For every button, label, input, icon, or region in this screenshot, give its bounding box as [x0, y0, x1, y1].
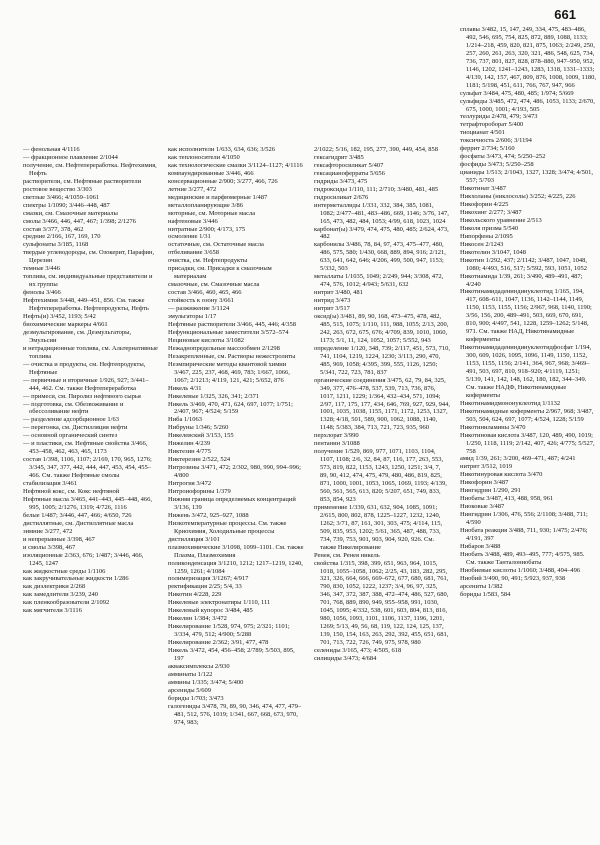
- index-entry: как технологические смазки 3/1124–1127; 4/1116: [168, 161, 303, 169]
- index-entry: — основной органический синтез: [23, 432, 118, 440]
- index-entry: фенолы 3/466: [23, 289, 61, 297]
- index-entry: — примеси, см. Пиролиз нефтяного сырья: [23, 392, 141, 400]
- index-entry: бориды 1/583, 584: [460, 590, 511, 598]
- index-entry: Никтезин 4/775: [168, 448, 212, 456]
- index-entry: очистка, см. Нефтепродукты: [168, 257, 248, 265]
- index-entry: Никотинамидмононуклеотид 1/1132: [460, 399, 561, 407]
- index-entry: селениды 3/165, 473; 4/505, 618: [314, 647, 402, 655]
- index-entry: Нефть(и) 3/452, 1193; 5/42: [23, 313, 96, 321]
- index-entry: карбонилы 3/486, 78, 84, 97, 473, 475–477, 480, 486, 575, 580; 1/430, 668, 889, 894, 916; 2/121, 633, 641, 642, 646; 4/206, 499, 500, 947, 1153; 5/332, 503: [314, 241, 446, 273]
- index-column-2: [168, 26, 304, 727]
- index-entry: цианиды 1/513; 2/1043, 1327, 1328; 3/474; 4/501, 557; 5/703: [460, 169, 593, 185]
- index-entry: аммины 1/335; 3/474; 5/400: [168, 678, 244, 686]
- index-entry: Ниобата реакция 3/488, 711, 930; 1/475; 2/476; 4/191, 397: [460, 527, 588, 542]
- index-entry: Никелирование 2/362; 3/91, 477, 478: [168, 639, 269, 647]
- index-entry: Незакрепленные, см. Растворы нежестролиты: [168, 352, 296, 360]
- index-entry: Нижелин 4/239: [168, 440, 211, 448]
- index-entry: как пленкообразователи 2/1092: [23, 599, 110, 607]
- index-entry: Низкотемпературные процессы. См. также Криохимия, Холодильные процессы: [168, 519, 287, 535]
- index-entry: присадки, см. Присадки к смазочным материалам: [168, 265, 272, 281]
- index-entry: гидроксиды 1/110, 111; 2/710; 3/480, 481, 485: [314, 185, 439, 193]
- index-entry: Никотинамидадениндинуклеотид 1/165, 194, 417, 608–611, 1047, 1136, 1142–1144, 1149, 1150, 1153, 1155, 1156; 2/967, 968, 1140, 1190; 3/56, 156, 200, 489–491, 503, 669, 670, 691, 810, 900; 4/497, 541, 1228, 1259–1262; 5/148, 971. См. также НАД, Никотинамидные коферменты: [460, 288, 592, 344]
- index-entry: фосфаты 3/473, 474; 5/250–252: [460, 153, 546, 161]
- index-entry: амминаты 1/122: [168, 670, 213, 678]
- index-entry: как жидкостные среды 1/1106: [23, 567, 106, 575]
- index-entry: состав 1/398, 1106, 1107; 2/169, 170, 965, 1276; 3/345, 347, 377, 442, 444, 447, 453, 454, 455–466. См. также Нефтяные смолы: [23, 456, 152, 480]
- index-entry: арсениды 5/609: [168, 686, 212, 694]
- index-entry: Ниоковые 3/487: [460, 503, 505, 511]
- index-entry: нитрит 3/512, 1019: [460, 463, 513, 471]
- index-entry: Ниобиевые кислоты 1/1060; 3/488, 494–496: [460, 566, 581, 574]
- index-entry: отбеливание 3/658: [168, 249, 219, 257]
- index-entry: Ниобаты 3/487, 413, 488, 958, 961: [460, 495, 554, 503]
- index-entry: Нипорфены 2/1095: [460, 232, 513, 240]
- index-entry: гексафторосиликат 5/407: [314, 161, 384, 169]
- index-entry: применение 1/339, 631, 632, 904, 1085, 1091; 2/615, 800, 802, 878, 1225–1227, 1232, 1240, 1262; 3/71, 87, 161, 301, 303, 475; 4/114, 115, 509, 835, 953, 1202; 5/61, 365, 487, 488, 733, 734, 739, 753, 901, 903, 904, 920, 926. См. также Никелирование: [314, 503, 443, 551]
- column-top-gap: [23, 26, 159, 146]
- index-entry: Никелевский 3/153, 155: [168, 432, 234, 440]
- index-entry: моторные, см. Моторные масла: [168, 209, 256, 217]
- index-column-3: [314, 26, 450, 663]
- column-top-gap: [314, 26, 450, 146]
- index-entry: Никотинат 3/487: [460, 185, 506, 193]
- index-entry: Никелирование 1/528, 974, 975; 2/321; 1101; 3/334, 479, 512; 4/900; 5/288: [168, 623, 290, 639]
- index-entry: — фенольная 4/1116: [23, 146, 80, 153]
- index-entry: Никель 3/472, 454, 456–458; 2/789; 5/503, 895, 197: [168, 647, 295, 662]
- index-entry: спектры 1/1090; 3/446–448, 487: [23, 201, 110, 209]
- index-entry: состав 3/466, 460, 465, 466: [168, 289, 242, 297]
- index-entry: металлопланирующие 3/86: [168, 201, 243, 209]
- index-entry: зимние 3/277, 472: [23, 527, 73, 535]
- index-entry: Никель 3/469, 470, 471, 624, 697, 1077; 1/751; 2/407, 967; 4/524; 5/159: [168, 400, 293, 416]
- index-entry: Нециновые кислоты 3/1082: [168, 336, 245, 344]
- index-entry: Никосен 2/1243: [460, 240, 504, 248]
- index-entry: биохимические маркеры 4/661: [23, 320, 108, 328]
- index-entry: свойства 1/315, 398, 399, 651, 963, 964, 1015, 1018, 1055–1058, 1062; 2/25, 43, 183, 282, 295, 321, 326, 664, 666, 669–672, 677, 680, 681, 761, 790, 830, 1052, 1222, 1237; 3/4, 96, 97, 325, 346, 347, 372, 387, 388, 472–474, 486, 527, 680, 701, 768, 889, 890, 949, 955–958, 991, 1030, 1045, 1095; 4/332, 538, 601, 603, 804, 813, 816, 980, 1056, 1093, 1101, 1106, 1137, 1196, 1201, 1269; 5/13, 49, 56, 68, 119, 122, 124, 125, 137, 139, 150, 154, 163, 263, 292, 392, 455, 651, 681, 701, 713, 722, 726, 749, 975, 978, 980: [314, 559, 449, 647]
- index-entry: стойкость к озону 3/661: [168, 297, 234, 305]
- index-entry: металлаты 1/1035, 1049; 2/249, 944; 3/308, 472, 474, 576, 1012; 4/943; 5/631, 632: [314, 273, 444, 289]
- index-entry: Нефтяные растворители 3/466, 445, 446; 4/358: [168, 320, 296, 328]
- index-entry: ростовое вещество 3/303: [23, 185, 92, 193]
- index-entry: Нефтяной кокс, см. Кокс нефтяной: [23, 487, 120, 495]
- index-entry: растворители, см. Нефтяные растворители: [23, 177, 142, 185]
- index-entry: Нефункциональные заместители 3/572–574: [168, 328, 289, 336]
- index-entry: получение 1/529, 869, 977, 1071, 1103, 1104, 1107, 1108; 2/6, 32, 84, 87, 116, 177, 263, 553, 573, 819, 822, 1153, 1243, 1250, 1251; 3/4, 7, 89, 90, 412, 474, 475, 479, 480, 486, 819, 825, 871, 1000, 1001, 1053, 1065, 1069, 1193; 4/139, 560, 561, 565, 613, 820; 5/207, 651, 749, 833, 853, 854, 923: [314, 448, 447, 503]
- index-entry: сульфонаты 3/185, 1168: [23, 241, 89, 249]
- index-entry: нитрит 3/517: [314, 305, 350, 313]
- index-entry: Никофорин 3/487: [460, 479, 509, 487]
- index-entry: Нибаров 3/488: [460, 542, 501, 550]
- index-entry: Никофорин 4/225: [460, 200, 509, 208]
- index-entry: Нефтехимия 3/448, 449–451, 856. См. также Нефтепереработка. Нефтепродукты, Нефть: [23, 297, 149, 313]
- index-entry: определение 1/120, 348, 739; 2/117, 451, 573, 710, 741, 1104, 1219, 1224, 1230; 3/113, 290, 470, 485, 969, 1058; 4/395, 399, 555, 1126, 1250; 5/341, 722, 723, 781, 837: [314, 344, 450, 376]
- index-entry: нитрит 3/480, 481: [314, 289, 363, 297]
- index-entry: светлые 3/466; 4/1059–1061: [23, 193, 100, 201]
- index-entry: твердые углеводороды, см. Озокерит, Парафин, Церезин: [23, 249, 155, 265]
- index-entry: как закручивательные жидкости 1/286: [23, 575, 129, 583]
- index-entry: состав 3/377, 378, 462: [23, 225, 84, 233]
- index-entry: галогениды 3/478, 79, 89, 90, 346, 474, 477, 479–481, 512, 576, 1019; 1/341, 667, 668, 673, 970, 974, 983;: [168, 702, 302, 726]
- index-entry: акваксимплексы 2/930: [168, 662, 230, 670]
- index-entry: Никохинг 2/277; 3/487: [460, 208, 522, 216]
- index-entry: Никотин 1/292, 437; 2/1142; 3/487, 1047, 1048, 1080; 4/493, 516, 517; 5/592, 593, 1051, 1052: [460, 256, 588, 272]
- index-entry: Николя призма 5/540: [460, 224, 519, 232]
- index-entry: остаточные, см. Остаточные масла: [168, 241, 264, 249]
- index-entry: — первичные и вторичные 1/926, 927; 3/441–444, 462. См. также Нефтепереработка: [23, 376, 149, 392]
- index-entry: Нефтяные масла 3/465, 441–443, 445–448, 466, 995, 1005; 2/1276, 1319; 4/726, 1116: [23, 495, 152, 511]
- index-entry: арсениты 1/382: [460, 582, 503, 590]
- index-entry: смазки, см. Смазочные материалы: [23, 209, 118, 217]
- index-entry: интерметаллиды 1/331, 332, 384, 385, 1081, 1082; 2/477–481, 483–486, 669, 1146; 3/76, 147, 165, 473, 482, 484, 1053; 4/99, 618, 1023, 1024: [314, 201, 449, 225]
- index-entry: Никель 4/31: [168, 384, 202, 392]
- index-entry: компаундированные 3/446, 466: [168, 169, 254, 177]
- index-entry: сплавы 3/482, 15, 147, 249, 334, 475, 483–486, 492, 546, 695, 754, 825, 872, 889, 1088, 1133; 1/214–218, 459, 820, 821, 875, 1063; 2/249, 250, 257, 260, 261, 263, 320, 321, 486, 548, 625, 734, 736, 737, 801, 827, 828, 878–880, 947–950, 952, 1146, 1202, 1241–1243, 1283, 1318, 1331–1333; 4/139, 142, 157, 467, 809, 876, 1008, 1009, 1180, 1181; 5/198, 451, 611, 766, 767, 947, 966: [460, 26, 596, 89]
- index-entry: дистилляция 3/101: [168, 535, 220, 543]
- index-entry: гексацианоферраты 5/656: [314, 169, 385, 177]
- index-entry: Ниба 1/1063: [168, 416, 203, 424]
- index-entry: гидросиликат 2/676: [314, 193, 369, 201]
- index-entry: Никотинуровая кислота 3/470: [460, 471, 543, 479]
- index-entry: силициды 3/473; 4/684: [314, 655, 377, 662]
- index-entry: гексагидрит 3/485: [314, 153, 364, 161]
- index-entry: дистиллятные, см. Дистиллятные масла: [23, 519, 134, 527]
- index-entry: — разделение адсорбционное 1/63: [23, 416, 119, 424]
- index-entry: и смолы 3/398, 467: [23, 543, 76, 551]
- page-number: 661: [554, 7, 576, 22]
- index-entry: Никотелин 3/1047, 1048: [460, 248, 527, 256]
- index-entry: токсичность 2/606; 3/1194: [460, 137, 532, 145]
- index-entry: бориды 1/703; 3/473: [168, 694, 224, 702]
- index-entry: оксид(ы) 3/481, 89, 90, 168, 473–475, 478, 482, 485, 515, 1075; 1/110, 111, 988, 1055; 2/13, 200, 242, 263, 672, 675, 676; 4/709, 839, 1010, 1060, 1173; 5/1, 11, 124, 1052, 1057; 5/552, 943: [314, 313, 449, 344]
- index-entry: сульфиды 3/485, 472, 474, 486, 1053, 1133; 2/670, 675, 1000, 1001; 4/193, 505: [460, 97, 595, 113]
- index-entry: 2/1022; 5/16, 182, 195, 277, 390, 449, 454, 858: [314, 146, 439, 153]
- index-entry: перхлорат 3/990: [314, 432, 359, 440]
- index-entry: Никелин 1/384; 3/472: [168, 615, 227, 623]
- index-entry: Никотиниламины 3/470: [460, 423, 526, 431]
- index-entry: Неэмпирические методы квантовой химии 3/467, 225, 237, 468, 469, 783; 1/667, 1066, 1067; 2/1213; 4/119, 121, 421; 5/652, 876: [168, 360, 290, 384]
- index-entry: органические соединения 3/475, 62, 79, 84, 325, 349, 377, 476–478, 537, 539, 713, 736, 876, 1017, 1211, 1229; 1/364, 432–434, 571, 1094; 2/97, 117, 175, 177, 434, 646, 769, 927, 929, 944, 1001, 1035, 1038, 1155, 1171, 1172, 1253, 1327, 1328; 4/18, 501, 589, 900, 1062, 1088, 1140, 1148; 5/383, 384, 713, 721, 723, 935, 960: [314, 376, 450, 432]
- index-entry: — разжижение 3/1124: [168, 305, 230, 313]
- index-entry: Нитрогия 3/472: [168, 480, 212, 488]
- index-entry: Ниобий 3/490, 90, 491; 5/923, 937, 938: [460, 574, 566, 582]
- index-entry: и непрерывные 3/398, 467: [23, 535, 95, 543]
- index-entry: — и пластики, см. Нефтяные свойства 3/466, 453–458, 462, 463, 465, 1173: [23, 440, 148, 456]
- index-entry: полимеризация 3/1267; 4/917: [168, 575, 249, 583]
- index-entry: как мягчители 3/1116: [23, 607, 82, 615]
- index-entry: консервационные 2/900; 3/277, 466, 726: [168, 177, 278, 185]
- index-entry: плазмохимические 3/1098, 1099–1101. См. также Плазма, Плазмохимия: [168, 543, 304, 559]
- index-entry: Никотинамидадениндинуклеотидфосфат 1/194, 300, 609, 1026, 1095, 1096, 1149, 1150, 1152, 1153, 1155, 1156; 2/141, 364, 967, 968; 3/469–491, 503, 697, 810, 918–920; 4/1119, 1251; 5/139, 141, 142, 148, 162, 180, 182, 344–349. См. также НАДФ, Никотинамидные коферменты: [460, 344, 592, 399]
- index-entry: белые 1/487; 3/446, 447, 466; 4/650, 726: [23, 511, 132, 519]
- index-entry: Никотинамидные коферменты 2/967, 968; 3/487, 503, 504, 624, 697, 1077; 4/524, 1228; 5/159: [460, 407, 594, 423]
- index-entry: летние 3/277, 472: [168, 185, 217, 193]
- index-entry: Никхоланы (никлосолы) 3/252; 4/225, 226: [460, 193, 576, 201]
- index-entry: амид 1/39, 261; 3/200, 469–471, 487; 4/241: [460, 455, 576, 463]
- index-entry: гидриды 3/473, 475: [314, 177, 368, 185]
- index-entry: как теплоносители 4/1050: [168, 153, 240, 161]
- index-entry: стабилизация 3/461: [23, 480, 78, 488]
- index-entry: Нитрозины 3/471, 472; 2/302, 980, 990, 994–996; 4/800: [168, 464, 301, 480]
- index-column-1: [23, 26, 159, 615]
- index-entry: Никелевые электронатиры 1/110, 111: [168, 599, 271, 607]
- index-entry: — очистка и продукты, см. Нефтепродукты, Нефтяные: [23, 360, 146, 376]
- index-entry: и нетрадиционные топлива, см. Альтернативные топлива: [23, 344, 158, 360]
- index-entry: Ниобать 3/488, 489, 493–495, 777; 4/575, 985. См. также Танталониобаты: [460, 550, 585, 566]
- index-entry: Никелевый купорос 3/484, 485: [168, 607, 253, 615]
- index-entry: смолы 3/466, 446, 447, 467; 1/398; 2/1276: [23, 217, 136, 225]
- index-column-4: [460, 26, 596, 599]
- index-entry: смазочные, см. Смазочные масла: [168, 281, 260, 289]
- index-entry: топлива, см. индивидуальные представители и их группы: [23, 273, 153, 289]
- index-entry: Никелевые 1/325, 326, 341; 2/371: [168, 392, 260, 400]
- index-entry: изоляционные 2/363, 676; 1/487; 3/446, 466, 1245, 1247: [23, 551, 144, 567]
- index-entry: Нежаднопредельные массообмен 2/1298: [168, 344, 280, 352]
- index-entry: эмульгаторы 1/17: [168, 313, 217, 321]
- index-entry: как диэлектрики 2/268: [23, 583, 86, 591]
- index-entry: как исполнители 1/633, 634, 636; 3/526: [168, 146, 276, 153]
- index-entry: феррит 2/734; 5/160: [460, 145, 515, 153]
- index-entry: поликонденсация 3/1210, 1212; 1217–1219, 1240, 1259, 1261; 4/1084: [168, 559, 303, 575]
- index-entry: Никольского уравнение 2/513: [460, 216, 542, 224]
- index-entry: ректификация 2/25; 5/4, 33: [168, 583, 242, 591]
- index-entry: темные 3/446: [23, 265, 61, 273]
- index-entry: средние 2/166, 167, 169, 170: [23, 233, 101, 241]
- index-entry: карбонат(ы) 3/479, 474, 475, 480, 485; 2/624, 473, 482: [314, 225, 449, 241]
- index-entry: пентанин 3/1088: [314, 440, 360, 448]
- index-entry: нитратные 2/900; 4/173, 175: [168, 225, 246, 233]
- index-entry: Нибруны 1/346; 5/260: [168, 424, 229, 432]
- index-entry: фосфиды 3/473; 5/250–258: [460, 161, 534, 169]
- index-entry: Никотиновая кислота 3/487, 120, 489, 490, 1019; 1/250, 1118, 1119; 2/142, 407, 426; 4/775; 5/527, 758: [460, 431, 595, 455]
- index-entry: — фракционное плавление 2/1044: [23, 153, 118, 161]
- index-entry: медицинские и парфюмерные 1/487: [168, 193, 268, 201]
- index-entry: нитрид 3/473: [314, 297, 351, 305]
- index-entry: деэмульгирование, см. Деэмульгаторы, Эмульсии: [23, 328, 132, 344]
- index-entry: — подготовка, см. Обезвоживание и обессоливание нефти: [23, 400, 124, 416]
- index-entry: Никотиамида 1/39, 261; 3/490, 489–491, 487; 4/240: [460, 272, 583, 288]
- index-entry: нафтеновые 3/446: [168, 217, 218, 225]
- index-entry: Никтерезин 2/522, 524: [168, 456, 231, 464]
- column-top-gap: [168, 26, 304, 146]
- index-entry: Нингидрин 1/290, 291: [460, 487, 521, 495]
- index-entry: осмоление 1/31: [168, 233, 211, 241]
- index-entry: Нижень 3/472, 925–927, 1088: [168, 511, 249, 519]
- index-entry: Нитроиофорины 1/379: [168, 487, 231, 495]
- index-entry: Нижняя граница определяемых концентраций 3/136, 139: [168, 495, 296, 511]
- index-entry: теллуриды 2/478, 479; 3/473: [460, 113, 538, 121]
- index-entry: тиоцианат 4/501: [460, 129, 505, 137]
- index-entry: Нингидрин 1/306, 476, 556; 2/1108; 3/488, 711; 4/590: [460, 511, 588, 527]
- index-entry: сульфат 3/484, 475, 480, 485; 1/974; 5/669: [460, 89, 574, 97]
- index-entry: получение, см. Нефтепереработка. Нефтехимия, Нефть: [23, 161, 157, 177]
- index-entry: Ренея, см. Ренея никель: [314, 551, 380, 559]
- index-entry: тетрафтороборат 5/400: [460, 121, 524, 129]
- index-entry: — перегонка, см. Дистилляция нефти: [23, 424, 128, 432]
- index-entry: как замедлители 3/239, 240: [23, 591, 99, 599]
- index-entry: Никотин 4/228, 229: [168, 591, 222, 599]
